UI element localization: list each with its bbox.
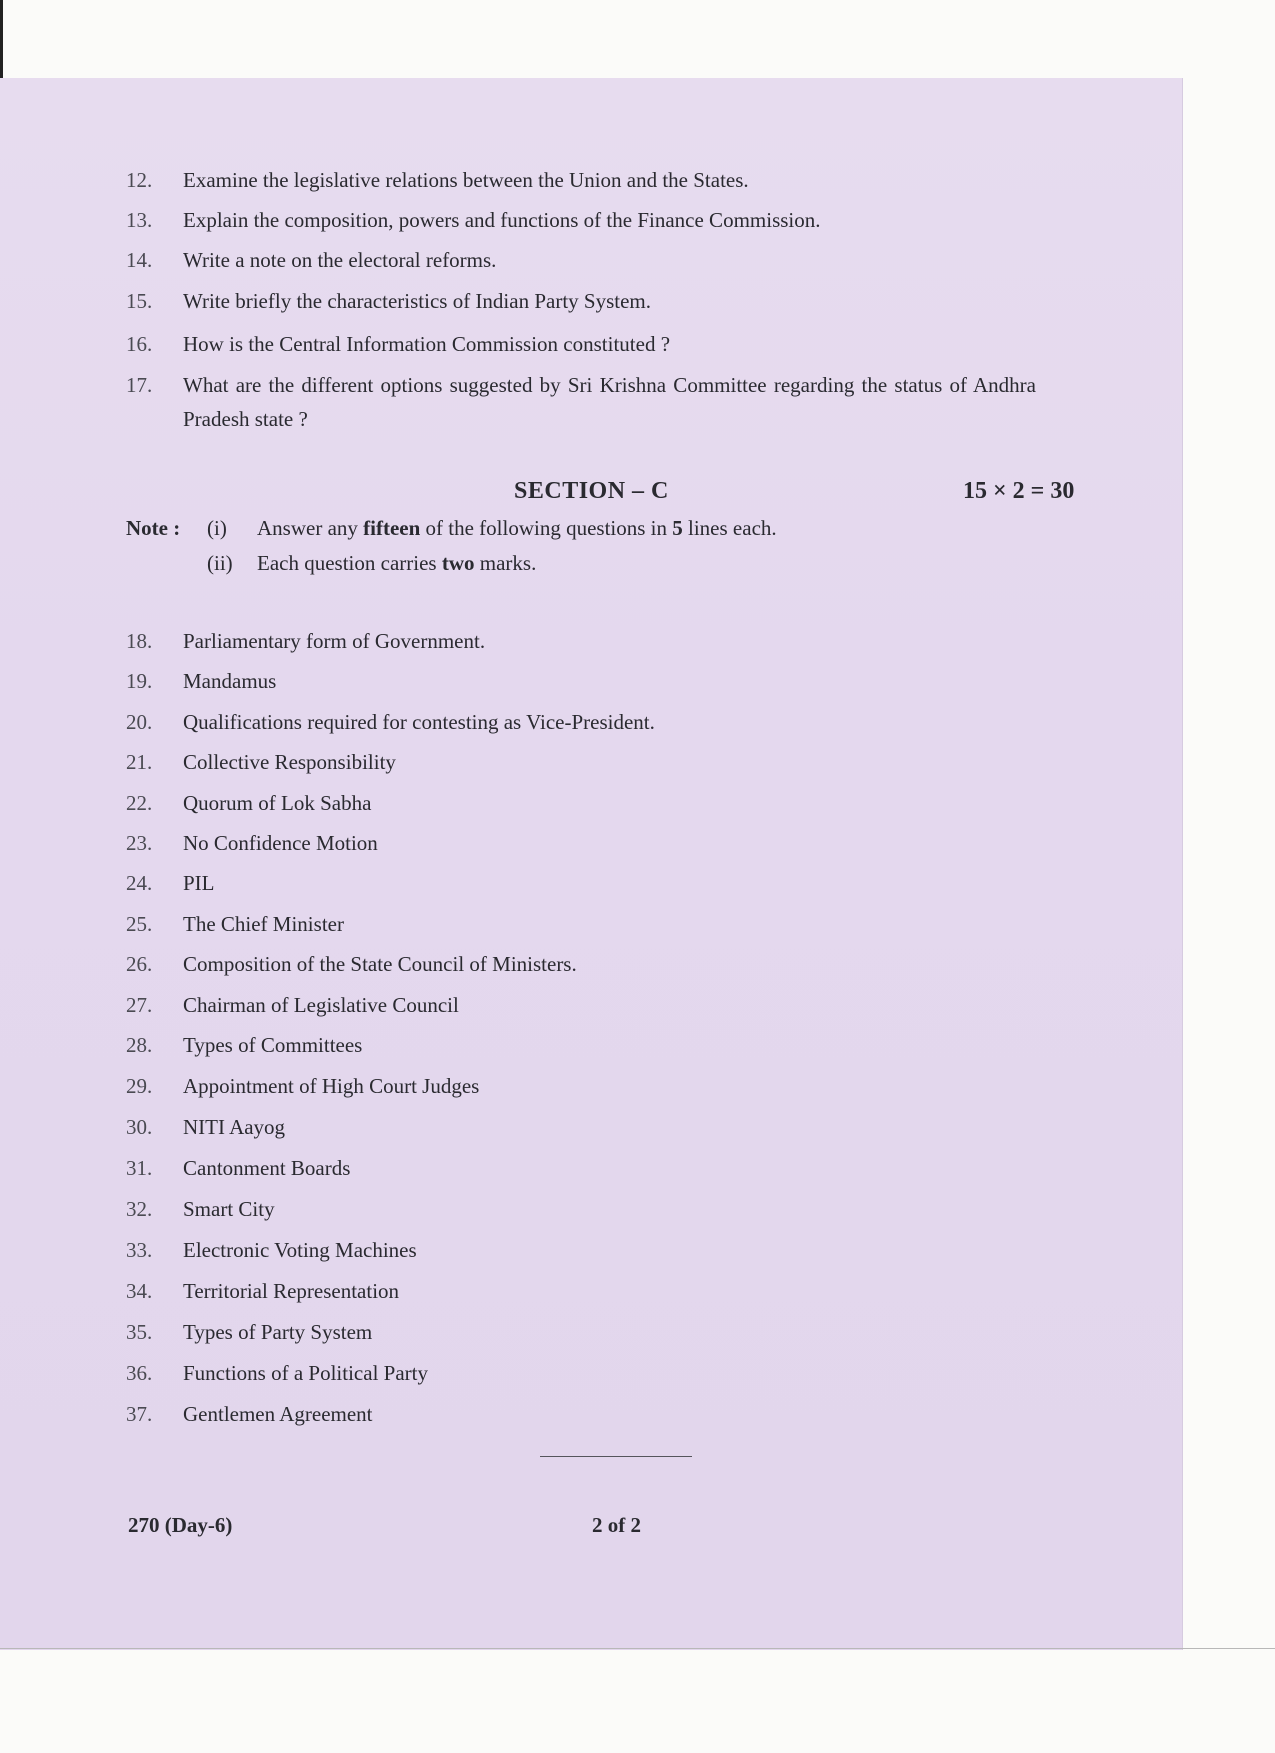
question-number: 15. <box>126 289 153 313</box>
section-title: SECTION – C <box>514 478 669 504</box>
question-number: 17. <box>126 373 153 397</box>
note-text: of the following questions in <box>420 516 673 540</box>
question-number: 34. <box>126 1279 153 1303</box>
question-text: How is the Central Information Commission constituted ? <box>183 332 671 356</box>
question-text: PIL <box>183 871 215 895</box>
note-roman: (i) <box>207 516 227 540</box>
note-line-2 <box>207 551 536 576</box>
question-number: 12. <box>126 168 153 192</box>
question-number: 13. <box>126 208 153 232</box>
question-text: Appointment of High Court Judges <box>183 1074 480 1098</box>
note-text: Each question carries <box>257 551 442 575</box>
question-number: 28. <box>126 1033 153 1057</box>
question-text: Types of Committees <box>183 1033 363 1057</box>
note-roman: (ii) <box>207 551 233 575</box>
question-number: 32. <box>126 1197 153 1221</box>
question-text: Mandamus <box>183 669 277 693</box>
question-text: Qualifications required for contesting as Vice-President. <box>183 710 655 734</box>
question-text: The Chief Minister <box>183 912 344 936</box>
question-text: Chairman of Legislative Council <box>183 993 459 1017</box>
end-rule <box>540 1456 692 1457</box>
note-label: Note : <box>126 516 181 540</box>
question-text: Cantonment Boards <box>183 1156 351 1180</box>
question-text: Explain the composition, powers and functions of the Finance Commission. <box>183 208 821 232</box>
question-text: Write briefly the characteristics of Indian Party System. <box>183 289 651 313</box>
question-number: 30. <box>126 1115 153 1139</box>
question-number: 37. <box>126 1402 153 1426</box>
page-fold-line <box>0 1648 1275 1649</box>
section-marks: 15 × 2 = 30 <box>963 478 1075 504</box>
question-number: 33. <box>126 1238 153 1262</box>
note-text: marks. <box>474 551 537 575</box>
question-number: 35. <box>126 1320 153 1344</box>
question-number: 26. <box>126 952 153 976</box>
page-number: 2 of 2 <box>592 1513 641 1537</box>
question-text: Smart City <box>183 1197 275 1221</box>
note-bold: fifteen <box>363 516 421 540</box>
scan-edge <box>0 0 3 88</box>
question-number: 29. <box>126 1074 153 1098</box>
question-text: What are the different options suggested by Sri Krishna Committee regarding the status of Andhra Pradesh state ? <box>183 373 1036 431</box>
question-text: Electronic Voting Machines <box>183 1238 417 1262</box>
question-number: 25. <box>126 912 153 936</box>
question-number: 14. <box>126 248 153 272</box>
question-text: Gentlemen Agreement <box>183 1402 373 1426</box>
note-bold: two <box>441 551 475 575</box>
paper-code: 270 (Day-6) <box>128 1513 233 1537</box>
question-text: Composition of the State Council of Ministers. <box>183 952 577 976</box>
question-text: Examine the legislative relations between the Union and the States. <box>183 168 749 192</box>
question-text: Territorial Representation <box>183 1279 400 1303</box>
question-number: 19. <box>126 669 153 693</box>
question-text: Quorum of Lok Sabha <box>183 791 372 815</box>
question-text: Parliamentary form of Government. <box>183 629 486 653</box>
note-text: lines each. <box>682 516 777 540</box>
question-number: 36. <box>126 1361 153 1385</box>
note-line-1 <box>207 516 777 541</box>
question-number: 20. <box>126 710 153 734</box>
question-number: 18. <box>126 629 153 653</box>
question-number: 24. <box>126 871 153 895</box>
question-text: NITI Aayog <box>183 1115 286 1139</box>
question-text: No Confidence Motion <box>183 831 378 855</box>
question-number: 31. <box>126 1156 153 1180</box>
question-number: 27. <box>126 993 153 1017</box>
question-number: 21. <box>126 750 153 774</box>
question-text: Functions of a Political Party <box>183 1361 428 1385</box>
question-text: Write a note on the electoral reforms. <box>183 248 497 272</box>
question-text: Collective Responsibility <box>183 750 396 774</box>
question-number: 23. <box>126 831 153 855</box>
note-text: Answer any <box>257 516 364 540</box>
note-bold: 5 <box>672 516 683 540</box>
question-number: 16. <box>126 332 153 356</box>
question-text: Types of Party System <box>183 1320 373 1344</box>
question-number: 22. <box>126 791 153 815</box>
